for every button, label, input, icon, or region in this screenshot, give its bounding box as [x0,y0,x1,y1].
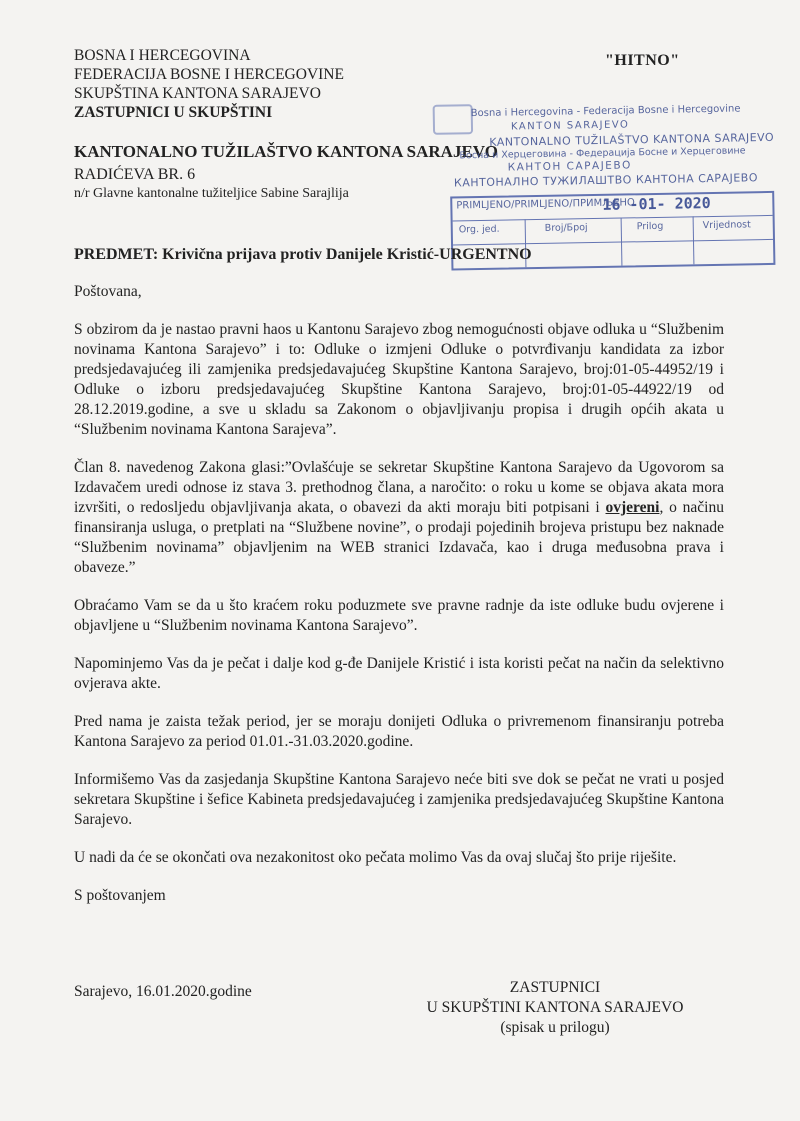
stamp-cell: Broj/Број [544,222,588,234]
paragraph-article-8 [74,458,724,578]
paragraph: Napominjemo Vas da je pečat i dalje kod g-đe Danijele Kristić i ista koristi pečat na način da selektivno ovjerava akte. [74,655,724,692]
stamp-logo-icon [433,104,474,135]
greeting: Poštovana, [74,283,142,300]
letter-body [74,282,724,906]
signers-title: ZASTUPNICI [509,979,601,996]
stamp-line: KANTONALNO TUŽILAŠTVO KANTONA SARAJEVO [489,130,775,149]
stamp-line: KANTON SARAJEVO [510,119,630,133]
stamp-date: 16 -01- 2020 [602,194,711,214]
urgent-label: "HITNO" [605,52,680,69]
signers-body: U SKUPŠTINI KANTONA SARAJEVO [426,999,684,1016]
received-stamp [419,97,774,271]
paragraph-text: , o načinu finansiranja usluga, o pretplati na “Službene novine”, o prodaji pojedinih brojeva pristupu bez naknade “Službenim novinama” objavljenim na WEB stranici Izdavača, kao i druga međusobna prava i obaveze.” [74,499,724,576]
paragraph: Obraćamo Vam se da u što kraćem roku poduzmete sve pravne radnje da iste odluke budu ovjerene i objavljene u “Službenim novinama Kantona Sarajevo”. [74,597,724,634]
stamp-cell: Prilog [636,220,664,233]
closing: S poštovanjem [74,887,166,904]
stamp-line: КАНТОНАЛНО ТУЖИЛАШТВО КАНТОНА САРАЈЕВО [453,171,759,190]
sender-country: BOSNA I HERCEGOVINA [74,47,251,64]
recipient-attention: n/r Glavne kantonalne tužiteljice Sabine Sarajlija [74,186,349,201]
sender-federation: FEDERACIJA BOSNE I HERCEGOVINE [74,66,344,83]
paragraph: Informišemo Vas da zasjedanja Skupštine Kantona Sarajevo neće biti sve dok se pečat ne vrati u posjed sekretara Skupštine i šefice Kabineta predsjedavajućeg i zamjenika predsjedavajućeg Skupštine Kantona Sarajevo. [74,771,724,828]
paragraph: Pred nama je zaista težak period, jer se moraju donijeti Odluka o privremenom finansiranju potreba Kantona Sarajevo za period 01.01.-31.03.2020.godine. [74,713,724,750]
stamp-line: КАНТОН САРАЈЕВО [507,159,632,174]
stamp-received-label: PRIMLJENO/PRIMLJENO/ПРИМЉЕНО [456,197,635,212]
sender-header [74,46,344,122]
recipient-name: KANTONALNO TUŽILAŠTVO KANTONA SARAJEVO [74,142,498,161]
stamp-divider [453,239,773,246]
sender-representatives: ZASTUPNICI U SKUPŠTINI [74,104,273,121]
stamp-line: Босна и Херцеговина - Федерација Босне и Херцеговине [459,145,746,162]
signers-note: (spisak u prilogu) [500,1019,610,1036]
recipient-address: RADIĆEVA BR. 6 [74,166,196,183]
signature-block [405,978,705,1038]
paragraph: S obzirom da je nastao pravni haos u Kantonu Sarajevo zbog nemogućnosti objave odluka u “Službenim novinama Kantona Sarajevo” i to: Odluke o izmjeni Odluke o potvrđivanju kandidata za izbor predsjedavajućeg ili zamjenika predsjedavajućeg Skupštine Kantona Sarajevo, broj:01-05-44952/19 i Odluke o izboru predsjedavajućeg Skupštine Kantona Sarajevo, broj:01-05-44922/19 od 28.12.2019.godine, a sve u skladu sa Zakonom o objavljivanju propisa i drugih općih akata u “Službenim novinama Kantona Sarajeva”. [74,321,724,438]
emphasized-word: ovjereni [605,499,660,516]
paragraph: U nadi da će se okončati ova nezakonitost oko pečata molimo Vas da ovaj slučaj što prije riješite. [74,849,677,866]
stamp-cell: Org. jed. [458,223,500,236]
place-date: Sarajevo, 16.01.2020.godine [74,983,252,1000]
paragraph-text: Član 8. navedenog Zakona glasi:”Ovlašćuje se sekretar Skupštine Kantona Sarajevo da Ugovorom sa Izdavačem uredi odnose iz stava 3. prethodnog člana, a naročito: o roku u kome se objava akata mora izvršiti, o redosljedu objavljivanja akata, o obavezi da akti moraju biti potpisani i [74,459,724,516]
stamp-cell: Vrijednost [702,219,751,232]
sender-assembly: SKUPŠTINA KANTONA SARAJEVO [74,85,321,102]
subject-line: PREDMET: Krivična prijava protiv Danijele Kristić-URGENTNO [74,246,532,263]
stamp-line: Bosna i Hercegovina - Federacija Bosne i Hercegovine [470,103,741,120]
